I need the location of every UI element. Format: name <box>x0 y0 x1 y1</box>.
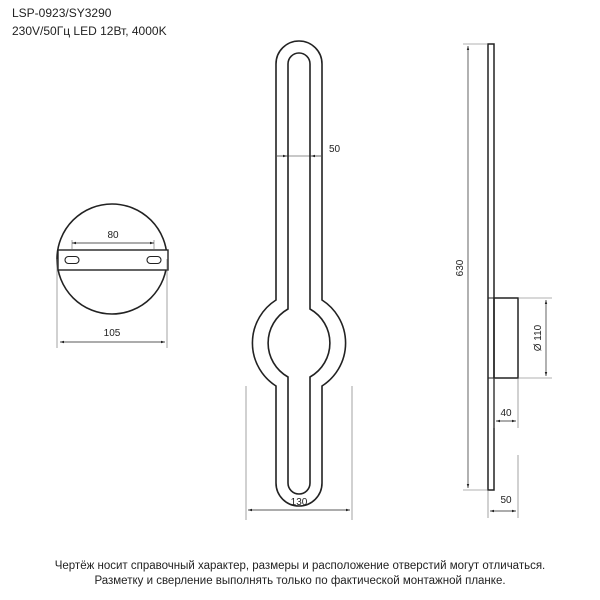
disclaimer-line-2: Разметку и сверление выполнять только по фактической монтажной планке. <box>94 575 506 587</box>
model-title: LSP-0923/SY3290 <box>12 6 112 20</box>
lamp-side-view <box>455 44 552 518</box>
model-specs: 230V/50Гц LED 12Вт, 4000K <box>12 24 167 38</box>
dim-base-diameter: 105 <box>103 328 121 339</box>
dim-lamp-depth: 50 <box>500 495 512 506</box>
disclaimer-line-1: Чертёж носит справочный характер, размеры и расположение отверстий могут отличаться. <box>54 560 546 572</box>
dim-total-width: 130 <box>290 497 308 508</box>
lamp-side-profile <box>488 44 494 490</box>
lamp-front-view <box>246 41 352 520</box>
lamp-inner-outline <box>268 53 330 494</box>
dim-canopy-depth: 40 <box>500 408 512 419</box>
lamp-outer-outline <box>252 41 345 506</box>
canopy-side-profile <box>494 298 518 378</box>
mounting-base-view <box>57 204 168 348</box>
dim-canopy-diameter: Ø 110 <box>533 324 544 352</box>
dim-total-height: 630 <box>455 259 466 277</box>
dim-frame-width: 50 <box>329 144 341 155</box>
dim-mount-spacing: 80 <box>107 230 119 241</box>
mounting-plate <box>58 250 168 270</box>
